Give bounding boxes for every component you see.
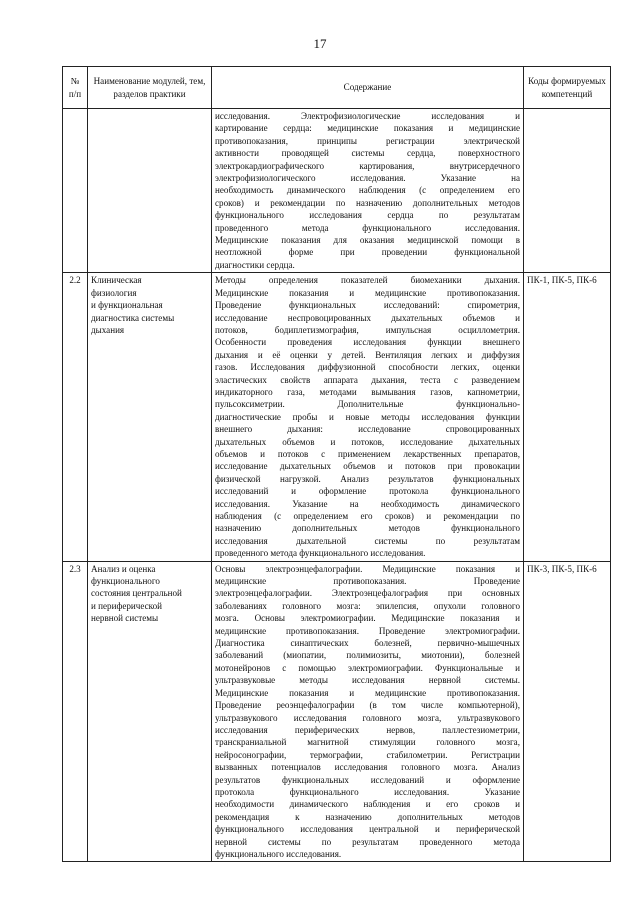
row-number (63, 109, 88, 273)
content-line: протокола функционального исследования. Указание (215, 786, 520, 797)
content-line: эластических свойств аппарата дыхания, теста с разведением (215, 374, 520, 385)
row-content (212, 561, 524, 862)
content-line: Методы определения показателей биомеханики дыхания. (215, 275, 520, 286)
content-line: дыхания и её оценки у детей. Вентиляция легких и диффузия (215, 349, 520, 360)
content-line: мотонейронов с помощью электромиографии. Функциональные и (215, 662, 520, 673)
content-line: транскраниальной магнитной стимуляции головного мозга, (215, 737, 520, 748)
content-line: газов. Исследования диффузионной способности легких, оценки (215, 362, 520, 373)
header-number: № п/п (63, 67, 88, 109)
content-line: дыхательных объемов и потоков, исследование дыхательных (215, 436, 520, 447)
content-line: диагностики сердца. (215, 259, 295, 270)
content-line: Медицинские показания и медицинские противопоказания. (215, 287, 520, 298)
content-line: необходимости динамического наблюдения и его сроков и (215, 799, 520, 810)
content-line: заболеваний (миопатии, полимиозиты, миотонии), болезней (215, 650, 520, 661)
module-name-line: функционального (91, 576, 160, 587)
module-name-line: дыхания (91, 324, 125, 335)
module-name-line: и периферической (91, 600, 163, 611)
content-line: исследования. Электрофизиологические исследования и (215, 111, 520, 121)
content-line: электрофизиологического исследования. Указание на (215, 173, 520, 184)
content-line: потоков, бодиплетизмография, импульсная осциллометрия. (215, 324, 520, 335)
content-line: ультразвукового исследования головного мозга, ультразвукового (215, 712, 520, 723)
content-line: внешнего дыхания: исследование спровоцированных (215, 424, 520, 435)
content-line: сроков) и рекомендации по назначению дополнительных методов (215, 197, 520, 208)
content-line: проведенного метода функционального исследования. (215, 548, 426, 559)
content-line: исследования. Указание на необходимость динамического (215, 498, 520, 509)
practice-modules-table (62, 66, 611, 862)
content-line: электрокардиографического картирования, внутрисердечного (215, 160, 520, 171)
content-line: исследований и оформление протокола функционального (215, 486, 520, 497)
row-content (212, 109, 524, 273)
row-module-name (88, 109, 212, 273)
content-line: функционального исследования сердца по результатам (215, 210, 520, 221)
content-line: вызванных потенциалов исследования головного мозга. Анализ (215, 762, 520, 773)
content-line: Медицинские показания и медицинские противопоказания. (215, 687, 520, 698)
content-line: объемов и потоков с применением лекарственных препаратов, (215, 448, 520, 459)
page-number: 17 (313, 36, 327, 51)
module-name-line: Клиническая (91, 275, 142, 286)
content-line: противопоказания, принципы регистрации электрической (215, 135, 520, 146)
content-line: Диагностика синаптических болезней, первично-мышечных (215, 638, 520, 649)
row-competence-codes (524, 109, 611, 273)
content-line: индикаторного газа, методами вымывания газов, капнометрии, (215, 386, 520, 397)
content-line: активности проводящей системы сердца, поверхностного (215, 148, 520, 159)
row-competence-codes: ПК-3, ПК-5, ПК-6 (524, 561, 611, 862)
row-number: 2.2 (63, 273, 88, 561)
content-line: Проведение реоэнцефалографии (в том числе компьютерной), (215, 700, 520, 711)
module-name-line: нервной системы (91, 613, 159, 624)
content-line: электроэнцефалографии. Электроэнцефалография при основных (215, 588, 520, 599)
content-line: заболеваниях головного мозга: эпилепсия, опухоли головного (215, 600, 520, 611)
content-line: пульсоксиметрии. Дополнительные функционально- (215, 399, 520, 410)
content-line: результатов функциональных исследований и оформление (215, 774, 520, 785)
content-line: картирование сердца: медицинские показания и медицинские (215, 123, 520, 134)
content-line: нервной системы по результатам проведенного метода (215, 836, 520, 847)
content-line: ультразвуковые методы исследования нервной системы. (215, 675, 520, 686)
header-competence-codes: Коды формируемых компетенций (524, 67, 611, 109)
content-line: мозга. Основы электромиографии. Медицинские показания и (215, 613, 520, 624)
row-module-name (88, 273, 212, 561)
content-line: необходимость динамического наблюдения (с определением его (215, 185, 520, 196)
content-line: Медицинские показания для оказания медицинской помощи в (215, 235, 520, 246)
content-line: исследование дыхательных объемов и потоков при провокации (215, 461, 520, 472)
content-line: нейросонографии, термографии, стабилометрии. Регистрации (215, 749, 520, 760)
content-line: Проведение функциональных исследований: спирометрия, (215, 300, 520, 311)
content-line: назначению дополнительных методов функционального (215, 523, 520, 534)
content-line: Основы электроэнцефалографии. Медицинские показания и (215, 563, 520, 574)
content-line: функционального исследования центральной и периферической (215, 824, 520, 835)
table-row (63, 273, 611, 561)
row-content (212, 273, 524, 561)
table-row (63, 109, 611, 273)
content-line: физической нагрузкой. Анализ результатов функциональных (215, 473, 520, 484)
content-line: исследование неспровоцированных дыхательных объемов и (215, 312, 520, 323)
module-name-line: физиология (91, 287, 137, 298)
content-line: функционального исследования. (215, 848, 342, 859)
module-name-line: Анализ и оценка (91, 563, 156, 574)
content-line: наблюдения (с определением его сроков) и рекомендации по (215, 511, 520, 521)
content-line: медицинские противопоказания. Проведение (215, 576, 520, 587)
module-name-line: диагностика системы (91, 312, 175, 323)
content-line: диагностические пробы и новые методы исследования функции (215, 411, 520, 422)
content-line: исследования дыхательной системы по результатам (215, 535, 520, 546)
row-number: 2.3 (63, 561, 88, 862)
content-line: проведенного метода функционального исследования. (215, 222, 520, 233)
module-name-line: и функциональная (91, 300, 163, 311)
content-line: медицинские противопоказания. Проведение электромиографии. (215, 625, 520, 636)
content-line: Особенности проведения исследования функции внешнего (215, 337, 520, 348)
row-competence-codes: ПК-1, ПК-5, ПК-6 (524, 273, 611, 561)
table-header-row (63, 67, 611, 109)
row-module-name (88, 561, 212, 862)
content-line: неотложной форме при проведении функциональной (215, 247, 520, 258)
header-module-name: Наименование модулей, тем, разделов практики (88, 67, 212, 109)
content-line: рекомендация к назначению дополнительных методов (215, 811, 520, 822)
module-name-line: состояния центральной (91, 588, 182, 599)
content-line: исследования периферических нервов, паллестезиометрии, (215, 724, 520, 735)
table-row (63, 561, 611, 862)
header-content: Содержание (212, 67, 524, 109)
